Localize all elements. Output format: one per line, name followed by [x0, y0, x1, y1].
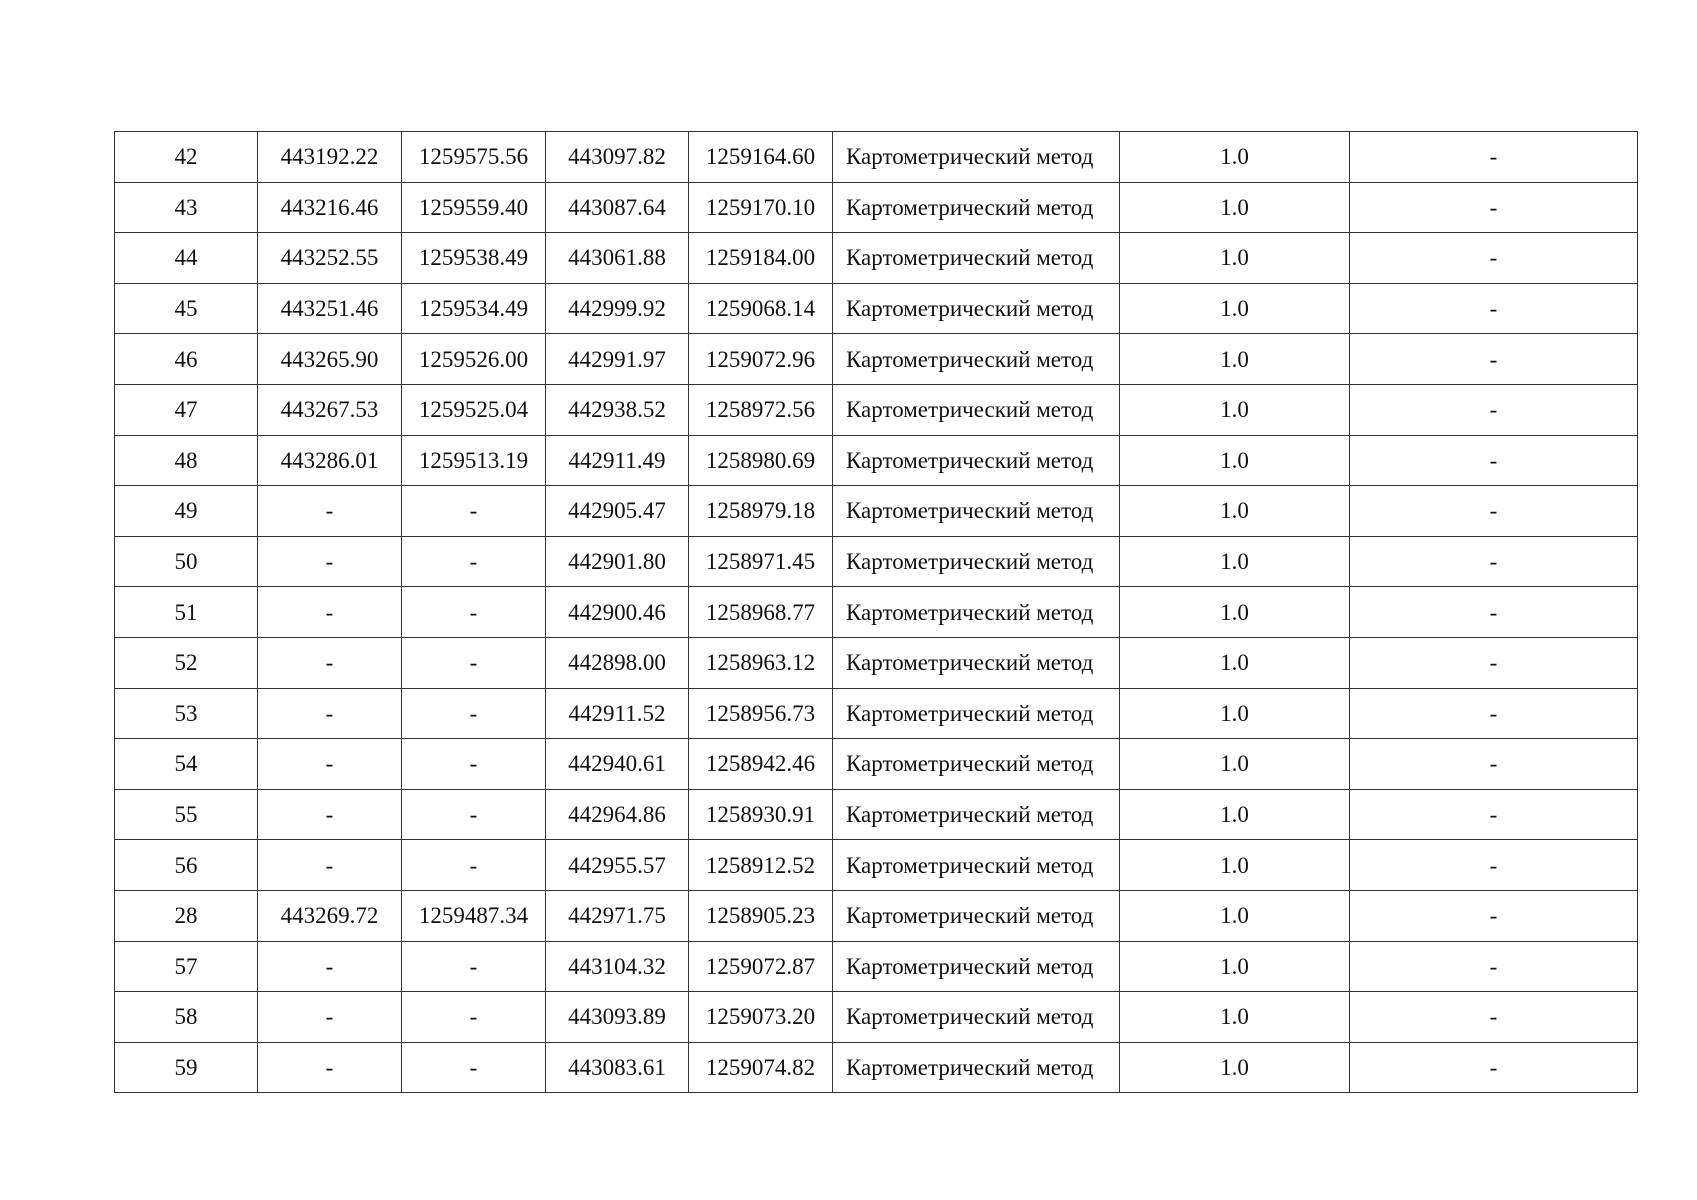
new-y-cell: 1258956.73	[689, 688, 833, 739]
existing-x-cell: 443252.55	[258, 233, 402, 284]
note-cell: -	[1350, 637, 1638, 688]
new-x-cell: 442999.92	[546, 283, 689, 334]
table-row	[115, 637, 1638, 688]
existing-x-cell: -	[258, 840, 402, 891]
point-number-cell: 28	[115, 890, 258, 941]
new-x-cell: 443104.32	[546, 941, 689, 992]
method-cell: Картометрический метод	[833, 435, 1120, 486]
new-y-cell: 1258979.18	[689, 486, 833, 537]
new-x-cell: 442940.61	[546, 739, 689, 790]
note-cell: -	[1350, 789, 1638, 840]
method-cell: Картометрический метод	[833, 132, 1120, 183]
accuracy-cell: 1.0	[1120, 435, 1350, 486]
method-cell: Картометрический метод	[833, 688, 1120, 739]
existing-x-cell: -	[258, 637, 402, 688]
new-x-cell: 442905.47	[546, 486, 689, 537]
method-cell: Картометрический метод	[833, 789, 1120, 840]
accuracy-cell: 1.0	[1120, 587, 1350, 638]
table-row	[115, 1042, 1638, 1093]
point-number-cell: 44	[115, 233, 258, 284]
coordinates-table-body	[115, 132, 1638, 1093]
table-row	[115, 486, 1638, 537]
table-row	[115, 435, 1638, 486]
existing-y-cell: 1259559.40	[402, 182, 546, 233]
accuracy-cell: 1.0	[1120, 739, 1350, 790]
note-cell: -	[1350, 688, 1638, 739]
point-number-cell: 47	[115, 384, 258, 435]
accuracy-cell: 1.0	[1120, 334, 1350, 385]
note-cell: -	[1350, 233, 1638, 284]
new-x-cell: 442898.00	[546, 637, 689, 688]
existing-y-cell: -	[402, 637, 546, 688]
point-number-cell: 56	[115, 840, 258, 891]
new-y-cell: 1258930.91	[689, 789, 833, 840]
existing-x-cell: -	[258, 587, 402, 638]
existing-y-cell: 1259575.56	[402, 132, 546, 183]
existing-y-cell: -	[402, 587, 546, 638]
accuracy-cell: 1.0	[1120, 637, 1350, 688]
existing-x-cell: -	[258, 992, 402, 1043]
existing-y-cell: -	[402, 840, 546, 891]
new-x-cell: 442955.57	[546, 840, 689, 891]
table-row	[115, 941, 1638, 992]
existing-y-cell: 1259526.00	[402, 334, 546, 385]
new-x-cell: 442900.46	[546, 587, 689, 638]
existing-x-cell: -	[258, 941, 402, 992]
new-x-cell: 442911.49	[546, 435, 689, 486]
point-number-cell: 43	[115, 182, 258, 233]
method-cell: Картометрический метод	[833, 637, 1120, 688]
accuracy-cell: 1.0	[1120, 182, 1350, 233]
accuracy-cell: 1.0	[1120, 1042, 1350, 1093]
point-number-cell: 49	[115, 486, 258, 537]
note-cell: -	[1350, 1042, 1638, 1093]
table-row	[115, 789, 1638, 840]
new-x-cell: 442991.97	[546, 334, 689, 385]
note-cell: -	[1350, 941, 1638, 992]
new-y-cell: 1258942.46	[689, 739, 833, 790]
note-cell: -	[1350, 283, 1638, 334]
note-cell: -	[1350, 840, 1638, 891]
note-cell: -	[1350, 890, 1638, 941]
new-y-cell: 1259068.14	[689, 283, 833, 334]
table-row	[115, 182, 1638, 233]
existing-y-cell: 1259534.49	[402, 283, 546, 334]
existing-x-cell: -	[258, 486, 402, 537]
existing-y-cell: 1259525.04	[402, 384, 546, 435]
existing-x-cell: 443267.53	[258, 384, 402, 435]
new-y-cell: 1259170.10	[689, 182, 833, 233]
new-x-cell: 442971.75	[546, 890, 689, 941]
existing-x-cell: 443269.72	[258, 890, 402, 941]
existing-y-cell: -	[402, 688, 546, 739]
new-y-cell: 1259072.87	[689, 941, 833, 992]
existing-y-cell: -	[402, 739, 546, 790]
accuracy-cell: 1.0	[1120, 688, 1350, 739]
new-y-cell: 1259164.60	[689, 132, 833, 183]
method-cell: Картометрический метод	[833, 536, 1120, 587]
existing-y-cell: -	[402, 789, 546, 840]
new-y-cell: 1258971.45	[689, 536, 833, 587]
table-row	[115, 739, 1638, 790]
point-number-cell: 52	[115, 637, 258, 688]
table-row	[115, 384, 1638, 435]
existing-x-cell: 443286.01	[258, 435, 402, 486]
existing-y-cell: 1259487.34	[402, 890, 546, 941]
existing-y-cell: 1259513.19	[402, 435, 546, 486]
accuracy-cell: 1.0	[1120, 132, 1350, 183]
table-row	[115, 688, 1638, 739]
new-x-cell: 442911.52	[546, 688, 689, 739]
method-cell: Картометрический метод	[833, 283, 1120, 334]
existing-y-cell: -	[402, 941, 546, 992]
method-cell: Картометрический метод	[833, 992, 1120, 1043]
method-cell: Картометрический метод	[833, 486, 1120, 537]
accuracy-cell: 1.0	[1120, 890, 1350, 941]
point-number-cell: 57	[115, 941, 258, 992]
method-cell: Картометрический метод	[833, 233, 1120, 284]
note-cell: -	[1350, 587, 1638, 638]
existing-x-cell: -	[258, 1042, 402, 1093]
existing-x-cell: 443216.46	[258, 182, 402, 233]
table-row	[115, 233, 1638, 284]
new-y-cell: 1258980.69	[689, 435, 833, 486]
point-number-cell: 58	[115, 992, 258, 1043]
table-row	[115, 283, 1638, 334]
table-row	[115, 334, 1638, 385]
point-number-cell: 46	[115, 334, 258, 385]
point-number-cell: 50	[115, 536, 258, 587]
new-x-cell: 443061.88	[546, 233, 689, 284]
table-row	[115, 132, 1638, 183]
note-cell: -	[1350, 334, 1638, 385]
method-cell: Картометрический метод	[833, 890, 1120, 941]
point-number-cell: 48	[115, 435, 258, 486]
method-cell: Картометрический метод	[833, 384, 1120, 435]
new-y-cell: 1258912.52	[689, 840, 833, 891]
new-x-cell: 442964.86	[546, 789, 689, 840]
existing-y-cell: -	[402, 992, 546, 1043]
existing-x-cell: -	[258, 789, 402, 840]
note-cell: -	[1350, 132, 1638, 183]
existing-y-cell: 1259538.49	[402, 233, 546, 284]
method-cell: Картометрический метод	[833, 334, 1120, 385]
accuracy-cell: 1.0	[1120, 840, 1350, 891]
coordinates-table-page	[114, 131, 1637, 1093]
accuracy-cell: 1.0	[1120, 283, 1350, 334]
note-cell: -	[1350, 992, 1638, 1043]
new-x-cell: 442938.52	[546, 384, 689, 435]
method-cell: Картометрический метод	[833, 587, 1120, 638]
table-row	[115, 890, 1638, 941]
accuracy-cell: 1.0	[1120, 233, 1350, 284]
method-cell: Картометрический метод	[833, 182, 1120, 233]
point-number-cell: 42	[115, 132, 258, 183]
new-y-cell: 1259073.20	[689, 992, 833, 1043]
accuracy-cell: 1.0	[1120, 941, 1350, 992]
existing-x-cell: 443251.46	[258, 283, 402, 334]
new-y-cell: 1259072.96	[689, 334, 833, 385]
point-number-cell: 45	[115, 283, 258, 334]
note-cell: -	[1350, 739, 1638, 790]
new-x-cell: 443093.89	[546, 992, 689, 1043]
note-cell: -	[1350, 435, 1638, 486]
accuracy-cell: 1.0	[1120, 536, 1350, 587]
existing-y-cell: -	[402, 1042, 546, 1093]
existing-x-cell: -	[258, 688, 402, 739]
method-cell: Картометрический метод	[833, 840, 1120, 891]
point-number-cell: 54	[115, 739, 258, 790]
existing-y-cell: -	[402, 486, 546, 537]
table-row	[115, 840, 1638, 891]
existing-x-cell: -	[258, 739, 402, 790]
point-number-cell: 59	[115, 1042, 258, 1093]
new-y-cell: 1258972.56	[689, 384, 833, 435]
note-cell: -	[1350, 182, 1638, 233]
point-number-cell: 53	[115, 688, 258, 739]
accuracy-cell: 1.0	[1120, 486, 1350, 537]
method-cell: Картометрический метод	[833, 739, 1120, 790]
point-number-cell: 55	[115, 789, 258, 840]
existing-x-cell: 443192.22	[258, 132, 402, 183]
note-cell: -	[1350, 486, 1638, 537]
accuracy-cell: 1.0	[1120, 992, 1350, 1043]
existing-x-cell: -	[258, 536, 402, 587]
new-x-cell: 443087.64	[546, 182, 689, 233]
note-cell: -	[1350, 384, 1638, 435]
new-y-cell: 1258905.23	[689, 890, 833, 941]
new-x-cell: 442901.80	[546, 536, 689, 587]
note-cell: -	[1350, 536, 1638, 587]
coordinates-table	[114, 131, 1638, 1093]
method-cell: Картометрический метод	[833, 941, 1120, 992]
point-number-cell: 51	[115, 587, 258, 638]
new-y-cell: 1258963.12	[689, 637, 833, 688]
new-y-cell: 1259074.82	[689, 1042, 833, 1093]
new-y-cell: 1259184.00	[689, 233, 833, 284]
method-cell: Картометрический метод	[833, 1042, 1120, 1093]
table-row	[115, 536, 1638, 587]
accuracy-cell: 1.0	[1120, 384, 1350, 435]
table-row	[115, 587, 1638, 638]
table-row	[115, 992, 1638, 1043]
new-x-cell: 443097.82	[546, 132, 689, 183]
existing-x-cell: 443265.90	[258, 334, 402, 385]
new-y-cell: 1258968.77	[689, 587, 833, 638]
new-x-cell: 443083.61	[546, 1042, 689, 1093]
existing-y-cell: -	[402, 536, 546, 587]
accuracy-cell: 1.0	[1120, 789, 1350, 840]
